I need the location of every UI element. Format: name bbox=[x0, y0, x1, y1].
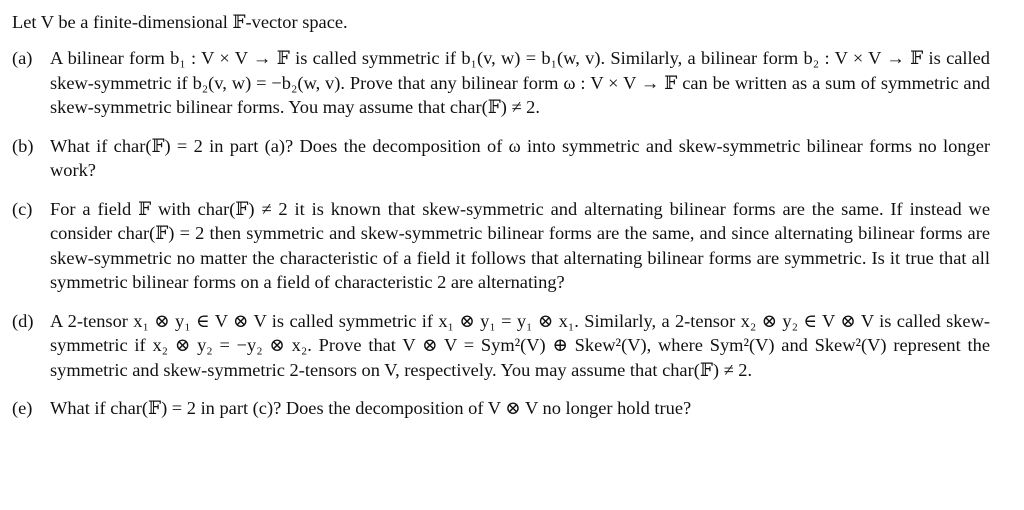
problem-label: (a) bbox=[12, 48, 33, 68]
problem-text: For a field 𝔽 with char(𝔽) ≠ 2 it is known that skew-symmetric and alternating bilinear forms are the same. If instead we consider char(𝔽) = 2 then symmetric and skew-symmetric bilinear forms are the same, and since alternating bilinear forms are skew-symmetric no matter the characteristic of a field it follows that alternating bilinear forms are symmetric. Is it true that all symmetric bilinear forms on a field of characteristic 2 are alternating? bbox=[50, 198, 990, 292]
problem-item-c bbox=[12, 197, 990, 295]
problem-text: What if char(𝔽) = 2 in part (a)? Does the decomposition of ω into symmetric and skew-symmetric bilinear forms no longer work? bbox=[50, 135, 990, 180]
intro-text: Let V be a finite-dimensional 𝔽-vector space. bbox=[12, 12, 348, 32]
problem-label: (e) bbox=[12, 398, 33, 418]
problem-list bbox=[12, 46, 990, 421]
problem-item-b bbox=[12, 134, 990, 183]
problem-item-e bbox=[12, 396, 990, 421]
problem-item-a bbox=[12, 46, 990, 120]
problem-item-d bbox=[12, 309, 990, 383]
problem-text: A 2-tensor x₁ ⊗ y₁ ∈ V ⊗ V is called symmetric if x₁ ⊗ y₁ = y₁ ⊗ x₁. Similarly, a 2-tensor x₂ ⊗ y₂ ∈ V ⊗ V is called skew-symmetric if x₂ ⊗ y₂ = −y₂ ⊗ x₂. Prove that V ⊗ V = Sym²(V) ⊕ Skew²(V), where Sym²(V) and Skew²(V) represent the symmetric and skew-symmetric 2-tensors on V, respectively. You may assume that char(𝔽) ≠ 2. bbox=[50, 310, 990, 380]
problem-label: (d) bbox=[12, 310, 34, 331]
problem-text: What if char(𝔽) = 2 in part (c)? Does the decomposition of V ⊗ V no longer hold true? bbox=[50, 398, 692, 418]
problem-label: (c) bbox=[12, 198, 33, 219]
problem-label: (b) bbox=[12, 135, 34, 156]
problem-text: A bilinear form b₁ : V × V → 𝔽 is called symmetric if b₁(v, w) = b₁(w, v). Similarly, a bilinear form b₂ : V × V → 𝔽 is called skew-symmetric if b₂(v, w) = −b₂(w, v). Prove that any bilinear form ω : V × V → 𝔽 can be written as a sum of symmetric and skew-symmetric bilinear forms. You may assume that char(𝔽) ≠ 2. bbox=[50, 48, 990, 117]
